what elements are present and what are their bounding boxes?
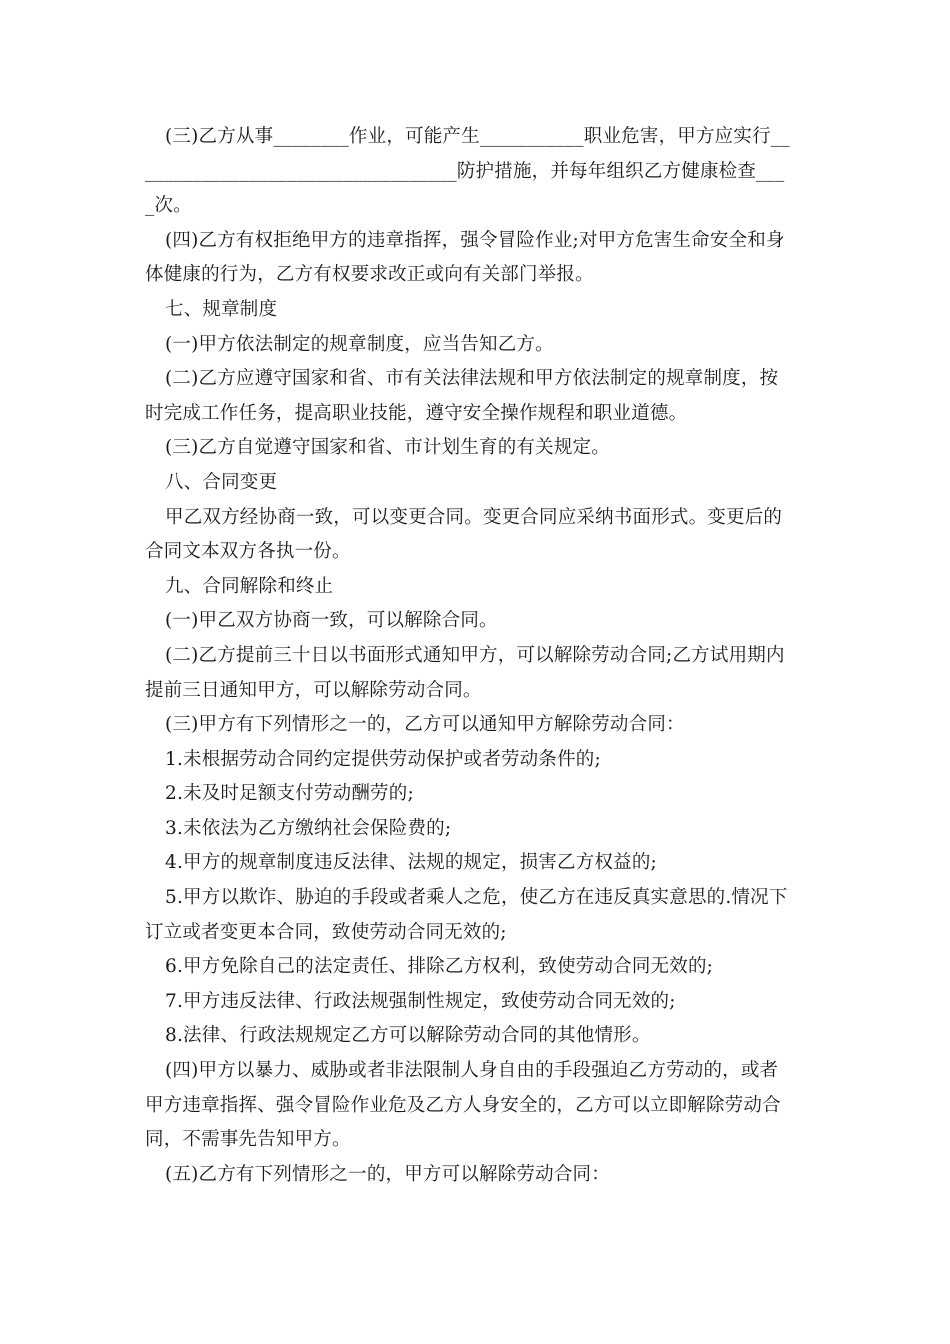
text-line: (二)乙方应遵守国家和省、市有关法律法规和甲方依法制定的规章制度，按 (165, 368, 779, 390)
text-line: 体健康的行为，乙方有权要求改正或向有关部门举报。 (145, 264, 594, 286)
text-line: 时完成工作任务，提高职业技能，遵守安全操作规程和职业道德。 (145, 402, 688, 424)
section-heading: 九、合同解除和终止 (165, 575, 334, 597)
list-item: 3.未依法为乙方缴纳社会保险费的; (165, 817, 452, 839)
text-line: (一)甲乙双方协商一致，可以解除合同。 (165, 610, 498, 632)
list-item: 5.甲方以欺诈、胁迫的手段或者乘人之危，使乙方在违反真实意思的.情况下 (165, 887, 788, 909)
list-item: 8.法律、行政法规规定乙方可以解除劳动合同的其他情形。 (165, 1025, 651, 1047)
text-line: (四)乙方有权拒绝甲方的违章指挥，强令冒险作业;对甲方危害生命安全和身 (165, 229, 785, 251)
text-line: _________________________________防护措施，并每年组织乙方健康检查___ (145, 160, 785, 182)
text-line: (四)甲方以暴力、威胁或者非法限制人身自由的手段强迫乙方劳动的，或者 (165, 1060, 779, 1082)
list-item: 1.未根据劳动合同约定提供劳动保护或者劳动条件的; (165, 748, 601, 770)
text-line: (五)乙方有下列情形之一的，甲方可以解除劳动合同： (165, 1163, 610, 1185)
text-line: 同，不需事先告知甲方。 (145, 1129, 351, 1151)
text-line: 甲方违章指挥、强令冒险作业危及乙方人身安全的，乙方可以立即解除劳动合 (145, 1094, 781, 1116)
text-line: 订立或者变更本合同，致使劳动合同无效的; (145, 921, 507, 943)
text-line: (三)乙方从事________作业，可能产生___________职业危害，甲方应实行__ (165, 126, 790, 147)
text-line: (一)甲方依法制定的规章制度，应当告知乙方。 (165, 333, 554, 355)
text-line: (二)乙方提前三十日以书面形式通知甲方，可以解除劳动合同;乙方试用期内 (165, 644, 785, 666)
list-item: 4.甲方的规章制度违反法律、法规的规定，损害乙方权益的; (165, 852, 657, 874)
list-item: 6.甲方免除自己的法定责任、排除乙方权利，致使劳动合同无效的; (165, 956, 714, 978)
text-line: 甲乙双方经协商一致，可以变更合同。变更合同应采纳书面形式。变更后的 (165, 506, 783, 528)
text-line: (三)甲方有下列情形之一的，乙方可以通知甲方解除劳动合同： (165, 714, 685, 736)
section-heading: 八、合同变更 (165, 471, 278, 493)
text-line: 提前三日通知甲方，可以解除劳动合同。 (145, 679, 482, 701)
list-item: 7.甲方违反法律、行政法规强制性规定，致使劳动合同无效的; (165, 990, 676, 1012)
text-line: 合同文本双方各执一份。 (145, 541, 351, 563)
text-line: _次。 (145, 195, 192, 217)
section-heading: 七、规章制度 (165, 298, 278, 320)
document-page (145, 120, 810, 1192)
list-item: 2.未及时足额支付劳动酬劳的; (165, 783, 414, 805)
text-line: (三)乙方自觉遵守国家和省、市计划生育的有关规定。 (165, 437, 610, 459)
